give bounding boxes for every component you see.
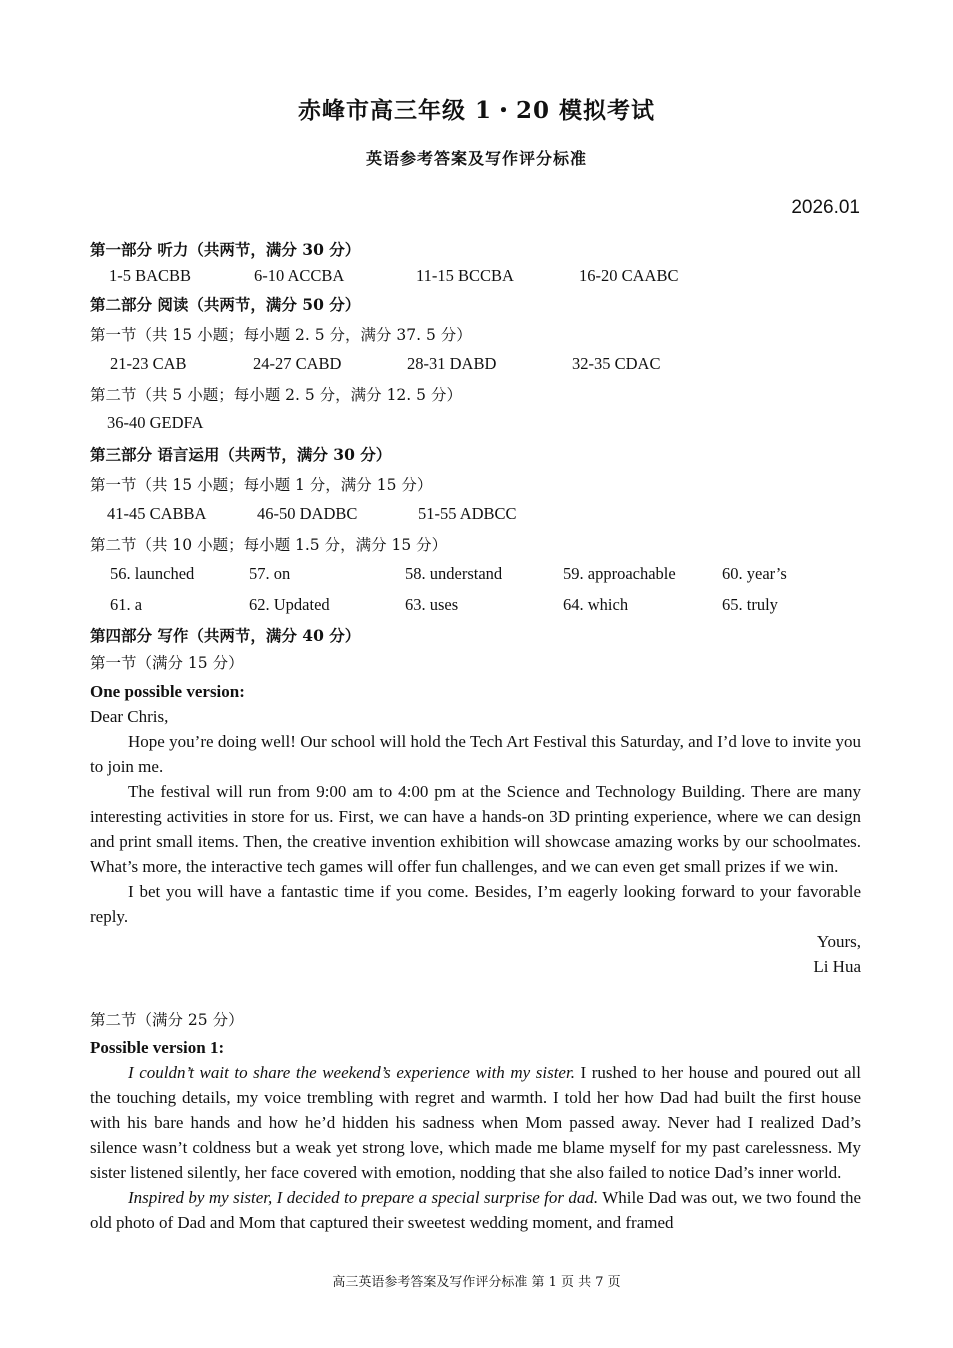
paragraph-lead-sentence: I couldn’t wait to share the weekend’s experience with my sister. (128, 1063, 575, 1082)
answer-item: 51-55 ADBCC (418, 504, 517, 523)
answer-item: 61. a (110, 595, 143, 614)
letter-paragraph: The festival will run from 9:00 am to 4:00 pm at the Science and Technology Building. There are many interesting activities in store for us. First, we can have a hands-on 3D printing experience, where we can design and print small items. Then, the creative invention exhibition will showcase amazing works by our schoolmates. What’s more, the interactive tech games will offer fun challenges, and we can even get small prizes if we win. (90, 782, 861, 876)
answer-item: 1-5 BACBB (109, 266, 192, 285)
answer-item: 62. Updated (249, 595, 330, 614)
part4-section1: 第一节（满分 15 分） (90, 654, 244, 672)
part2-heading: 第二部分 阅读（共两节，满分 50 分） (90, 295, 361, 314)
answer-item: 36-40 GEDFA (107, 413, 204, 432)
document-title: 赤峰市高三年级 1・20 模拟考试 (297, 97, 656, 124)
letter-closing: Yours, (816, 932, 861, 951)
answer-item: 24-27 CABD (253, 354, 342, 373)
answer-item: 58. understand (405, 564, 503, 583)
answer-item: 64. which (563, 595, 629, 614)
document-subtitle: 英语参考答案及写作评分标准 (365, 149, 587, 168)
part1-heading: 第一部分 听力（共两节，满分 30 分） (90, 240, 361, 259)
writing-sample-2 (90, 1035, 861, 1235)
answer-item: 16-20 CAABC (579, 266, 679, 285)
part2-section1: 第一节（共 15 小题；每小题 2. 5 分，满分 37. 5 分） (90, 326, 472, 344)
paragraph-body: I rushed to her house and poured out all the touching details, my voice trembling with regret and warmth. I told her how Dad had built the first house with his bare hands and how he’d hidden his sadness when Mom passed away. Never had I realized Dad’s silence wasn’t coldness but a weak yet strong love, which made me blame myself for my past carelessness. My sister listened silently, her face covered with emotion, nodding that she also failed to notice Dad’s inner world. (90, 1063, 861, 1182)
letter-signature: Li Hua (813, 957, 861, 976)
part3-heading: 第三部分 语言运用（共两节，满分 30 分） (90, 445, 392, 464)
writing-sample-1 (90, 679, 861, 979)
story-paragraph (90, 1060, 861, 1185)
part3-section1: 第一节（共 15 小题；每小题 1 分，满分 15 分） (90, 476, 433, 494)
part4-heading: 第四部分 写作（共两节，满分 40 分） (90, 626, 361, 645)
part4-section2: 第二节（满分 25 分） (90, 1011, 244, 1029)
paragraph-body: While Dad was out, we two found the old photo of Dad and Mom that captured their sweetest wedding moment, and framed (90, 1188, 861, 1232)
answer-item: 41-45 CABBA (107, 504, 207, 523)
page-footer: 高三英语参考答案及写作评分标准 第 1 页 共 7 页 (332, 1275, 621, 1290)
story-paragraph (90, 1185, 861, 1235)
answer-item: 46-50 DADBC (257, 504, 358, 523)
answer-item: 21-23 CAB (110, 354, 187, 373)
answer-item: 11-15 BCCBA (416, 266, 514, 285)
answer-item: 60. year’s (722, 564, 787, 583)
document-date: 2026.01 (791, 197, 860, 218)
answer-item: 6-10 ACCBA (254, 266, 345, 285)
version-label: Possible version 1: (90, 1038, 225, 1057)
letter-greeting: Dear Chris, (90, 707, 169, 726)
version-label: One possible version: (90, 682, 245, 701)
answer-item: 28-31 DABD (407, 354, 497, 373)
answer-item: 56. launched (110, 564, 195, 583)
answer-item: 59. approachable (563, 564, 676, 583)
paragraph-lead-sentence: Inspired by my sister, I decided to prepare a special surprise for dad. (128, 1188, 599, 1207)
answer-item: 65. truly (722, 595, 778, 614)
part3-section2: 第二节（共 10 小题；每小题 1.5 分，满分 15 分） (90, 536, 448, 554)
answer-item: 32-35 CDAC (572, 354, 661, 373)
letter-paragraph: Hope you’re doing well! Our school will hold the Tech Art Festival this Saturday, and I’d love to invite you to join me. (90, 732, 861, 776)
answer-item: 63. uses (405, 595, 459, 614)
part2-section2: 第二节（共 5 小题；每小题 2. 5 分，满分 12. 5 分） (90, 386, 462, 404)
letter-paragraph: I bet you will have a fantastic time if you come. Besides, I’m eagerly looking forward to your favorable reply. (90, 882, 861, 926)
answer-item: 57. on (249, 564, 291, 583)
